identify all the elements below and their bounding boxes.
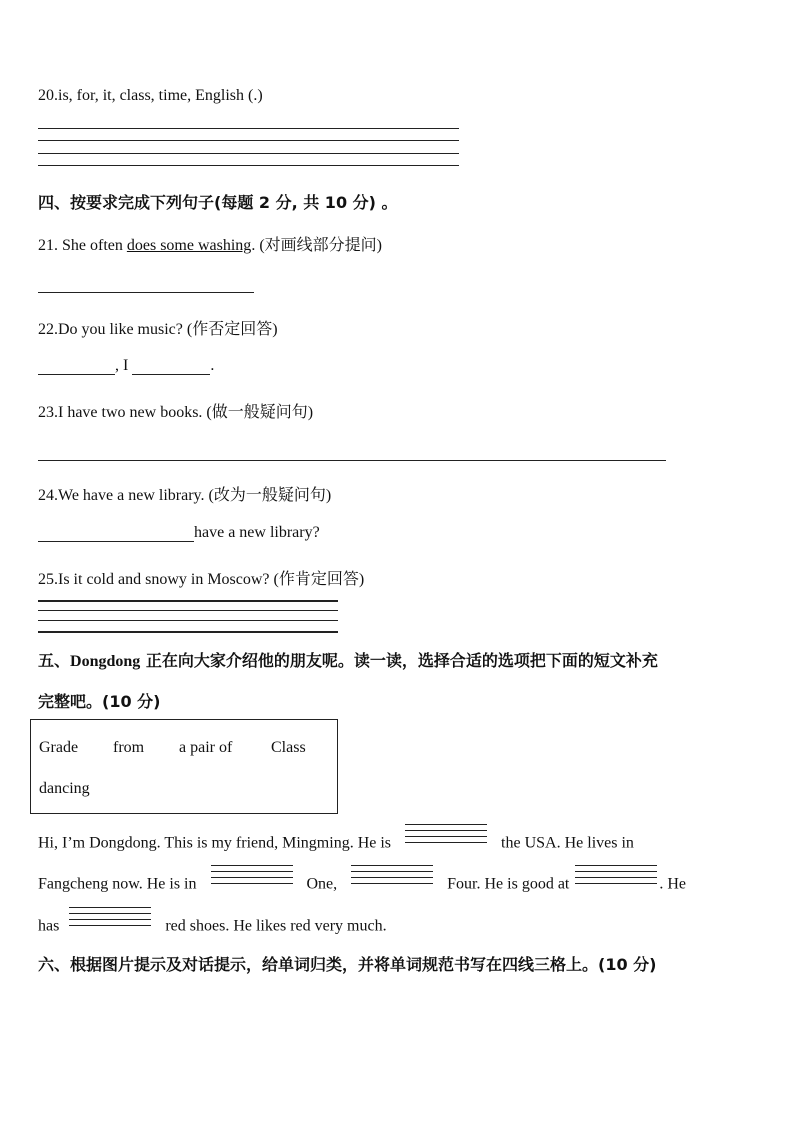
section-5-rest: 正在向大家介绍他的朋友呢。读一读，选择合适的选项把下面的短文补充 [140, 651, 658, 670]
answer-22 [38, 357, 214, 375]
word-from: from [113, 739, 145, 756]
question-21 [38, 232, 382, 255]
four-line-blank-4 [575, 875, 657, 895]
section-5-name: Dongdong [70, 653, 141, 670]
word-a-pair-of: a pair of [179, 739, 233, 756]
question-22: 22.Do you like music? (作否定回答) [38, 321, 278, 338]
word-class: Class [271, 739, 306, 756]
question-24: 24.We have a new library. (改为一般疑问句) [38, 487, 332, 504]
passage-text: Fangcheng now. He is in [38, 875, 201, 893]
four-line-blank-1 [405, 834, 487, 854]
four-line-blank-2 [211, 875, 293, 895]
four-line-blank-3 [351, 875, 433, 895]
passage-text: Hi, I’m Dongdong. This is my friend, Mingming. He is [38, 834, 396, 852]
passage-text: the USA. He lives in [497, 834, 634, 852]
section-4-heading: 四、按要求完成下列句子(每题 2 分, 共 10 分) 。 [38, 193, 398, 212]
question-25: 25.Is it cold and snowy in Moscow? (作肯定回答) [38, 571, 365, 588]
section-5-heading [38, 648, 658, 671]
question-21-underlined: does some washing [126, 237, 252, 254]
answer-blank-22a [38, 357, 115, 375]
section-5-heading-line2: 完整吧。(10 分) [38, 692, 161, 711]
question-21-prefix: 21. She often [38, 237, 127, 254]
word-dancing: dancing [39, 780, 90, 797]
passage-text: . He [659, 875, 687, 893]
answer-blank-22b [132, 357, 210, 375]
word-box [30, 719, 338, 814]
passage-line-3 [38, 917, 387, 937]
question-20: 20.is, for, it, class, time, English (.) [38, 87, 263, 104]
answer-line-21 [38, 292, 254, 293]
passage-text: Four. He is good at [443, 875, 574, 893]
four-line-blank-5 [69, 917, 151, 937]
answer-24-suffix: have a new library? [194, 524, 320, 541]
answer-22-mid: , I [115, 357, 133, 374]
answer-22-end: . [210, 357, 215, 374]
answer-24 [38, 524, 320, 542]
question-21-suffix: . (对画线部分提问) [251, 237, 382, 254]
answer-blank-24 [38, 524, 194, 542]
passage-text: red shoes. He likes red very much. [161, 917, 387, 935]
section-6-heading: 六、根据图片提示及对话提示，给单词归类，并将单词规范书写在四线三格上。(10 分) [38, 955, 657, 974]
passage-line-1 [38, 834, 634, 854]
passage-text: One, [302, 875, 342, 893]
passage-text: has [38, 917, 64, 935]
answer-line-23 [38, 460, 666, 461]
question-23: 23.I have two new books. (做一般疑问句) [38, 404, 314, 421]
word-grade: Grade [39, 739, 79, 756]
section-5-prefix: 五、 [38, 651, 71, 670]
passage-line-2 [38, 875, 686, 895]
